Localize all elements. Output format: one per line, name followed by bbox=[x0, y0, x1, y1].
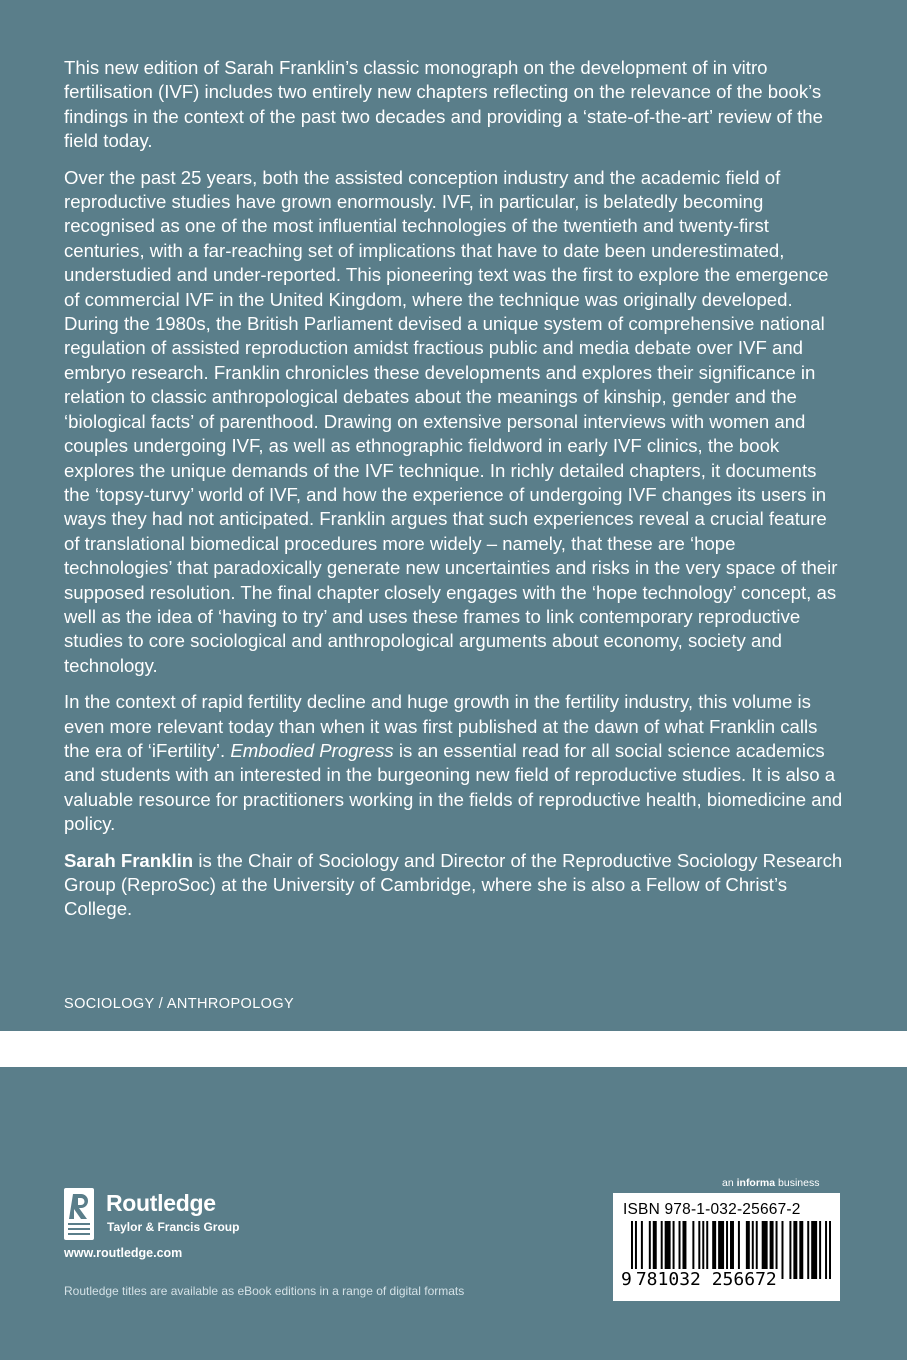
barcode-bar bbox=[793, 1221, 797, 1279]
author-name: Sarah Franklin bbox=[64, 849, 194, 871]
publisher-group: Taylor & Francis Group bbox=[107, 1220, 240, 1234]
barcode-right-digits: 256672 bbox=[711, 1269, 777, 1290]
barcode-bar bbox=[811, 1221, 817, 1279]
isbn-barcode bbox=[613, 1193, 840, 1301]
barcode-bar bbox=[799, 1221, 803, 1279]
barcode-bar bbox=[789, 1221, 791, 1279]
blurb-paragraph-1: This new edition of Sarah Franklin’s classic monograph on the development of in vitro fertilisation (IVF) includes two entirely new chapters reflecting on the relevance of the book’s findings in the context of the past two decades and providing a ‘state-of-the-art’ review of the field today. bbox=[64, 57, 823, 152]
barcode-bar bbox=[829, 1221, 831, 1279]
ebook-note: Routledge titles are available as eBook editions in a range of digital formats bbox=[64, 1284, 465, 1298]
barcode-left-digits: 781032 bbox=[635, 1269, 701, 1290]
routledge-logo-icon bbox=[64, 1188, 94, 1240]
barcode-bar bbox=[781, 1221, 783, 1279]
blurb-paragraph-2: Over the past 25 years, both the assisted conception industry and the academic field of reproductive studies have grown enormously. IVF, in particular, is belatedly becoming recognised as one of the most influential technologies of the twentieth and twenty-first centuries, with a far-reaching set of implications that have to date been underestimated, understudied and under-reported. This pioneering text was the first to explore the emergence of commercial IVF in the United Kingdom, where the technique was originally developed. During the 1980s, the British Parliament devised a unique system of comprehensive national regulation of assisted reproduction amidst fractious public and media debate over IVF and embryo research. Franklin chronicles these developments and explores their significance in relation to classic anthropological debates about the meanings of kinship, gender and the ‘biological facts’ of parenthood. Drawing on extensive personal interviews with women and couples undergoing IVF, as well as ethnographic fieldword in early IVF clinics, the book explores the unique demands of the IVF technique. In richly detailed chapters, it documents the ‘topsy-turvy’ world of IVF, and how the experience of undergoing IVF changes its users in ways they had not anticipated. Franklin argues that such experiences reveal a crucial feature of translational biomedical procedures more widely – namely, that these are ‘hope technologies’ that paradoxically generate new uncertainties and risks in the very space of their supposed resolution. The final chapter closely engages with the ‘hope technology’ concept, as well as the idea of ‘having to try’ and uses these frames to link contemporary reproductive studies to core sociological and anthropological arguments about economy, society and technology. bbox=[64, 166, 838, 676]
subject-category: SOCIOLOGY / ANTHROPOLOGY bbox=[64, 996, 295, 1012]
book-title: Embodied Progress bbox=[230, 739, 394, 761]
barcode-digits bbox=[619, 1269, 779, 1290]
informa-prefix: an bbox=[722, 1177, 737, 1189]
author-bio bbox=[64, 849, 844, 922]
barcode-bar bbox=[819, 1221, 821, 1279]
publisher-url: www.routledge.com bbox=[64, 1246, 183, 1260]
blurb-paragraph-3 bbox=[64, 690, 844, 836]
barcode-bar bbox=[825, 1221, 827, 1279]
back-cover-blurb bbox=[64, 56, 844, 934]
blurb-p3-end: is an essential read for all social science academics and students with an interested in the burgeoning new field of reproductive studies. It is also a valuable resource for practitioners working in the fields of reproductive health, biomedicine and policy. bbox=[64, 739, 843, 835]
white-stripe bbox=[0, 1031, 907, 1067]
author-bio-text: is the Chair of Sociology and Director of the Reproductive Sociology Research Group (ReproSoc) at the University of Cambridge, where she is also a Fellow of Christ’s College. bbox=[64, 849, 843, 920]
informa-business-tag bbox=[722, 1177, 819, 1189]
isbn-number: ISBN 978-1-032-25667-2 bbox=[623, 1201, 801, 1218]
barcode-bar bbox=[807, 1221, 809, 1279]
informa-suffix: business bbox=[775, 1177, 820, 1189]
publisher-name: Routledge bbox=[106, 1190, 216, 1216]
barcode-first-digit: 9 bbox=[621, 1269, 632, 1290]
blurb-p3-start: In the context of rapid fertility decline and huge growth in the fertility industry, this volume is even more relevant today than when it was first published at the dawn of what Franklin calls the era of ‘iFertility’. bbox=[64, 691, 818, 761]
informa-brand: informa bbox=[736, 1177, 776, 1189]
